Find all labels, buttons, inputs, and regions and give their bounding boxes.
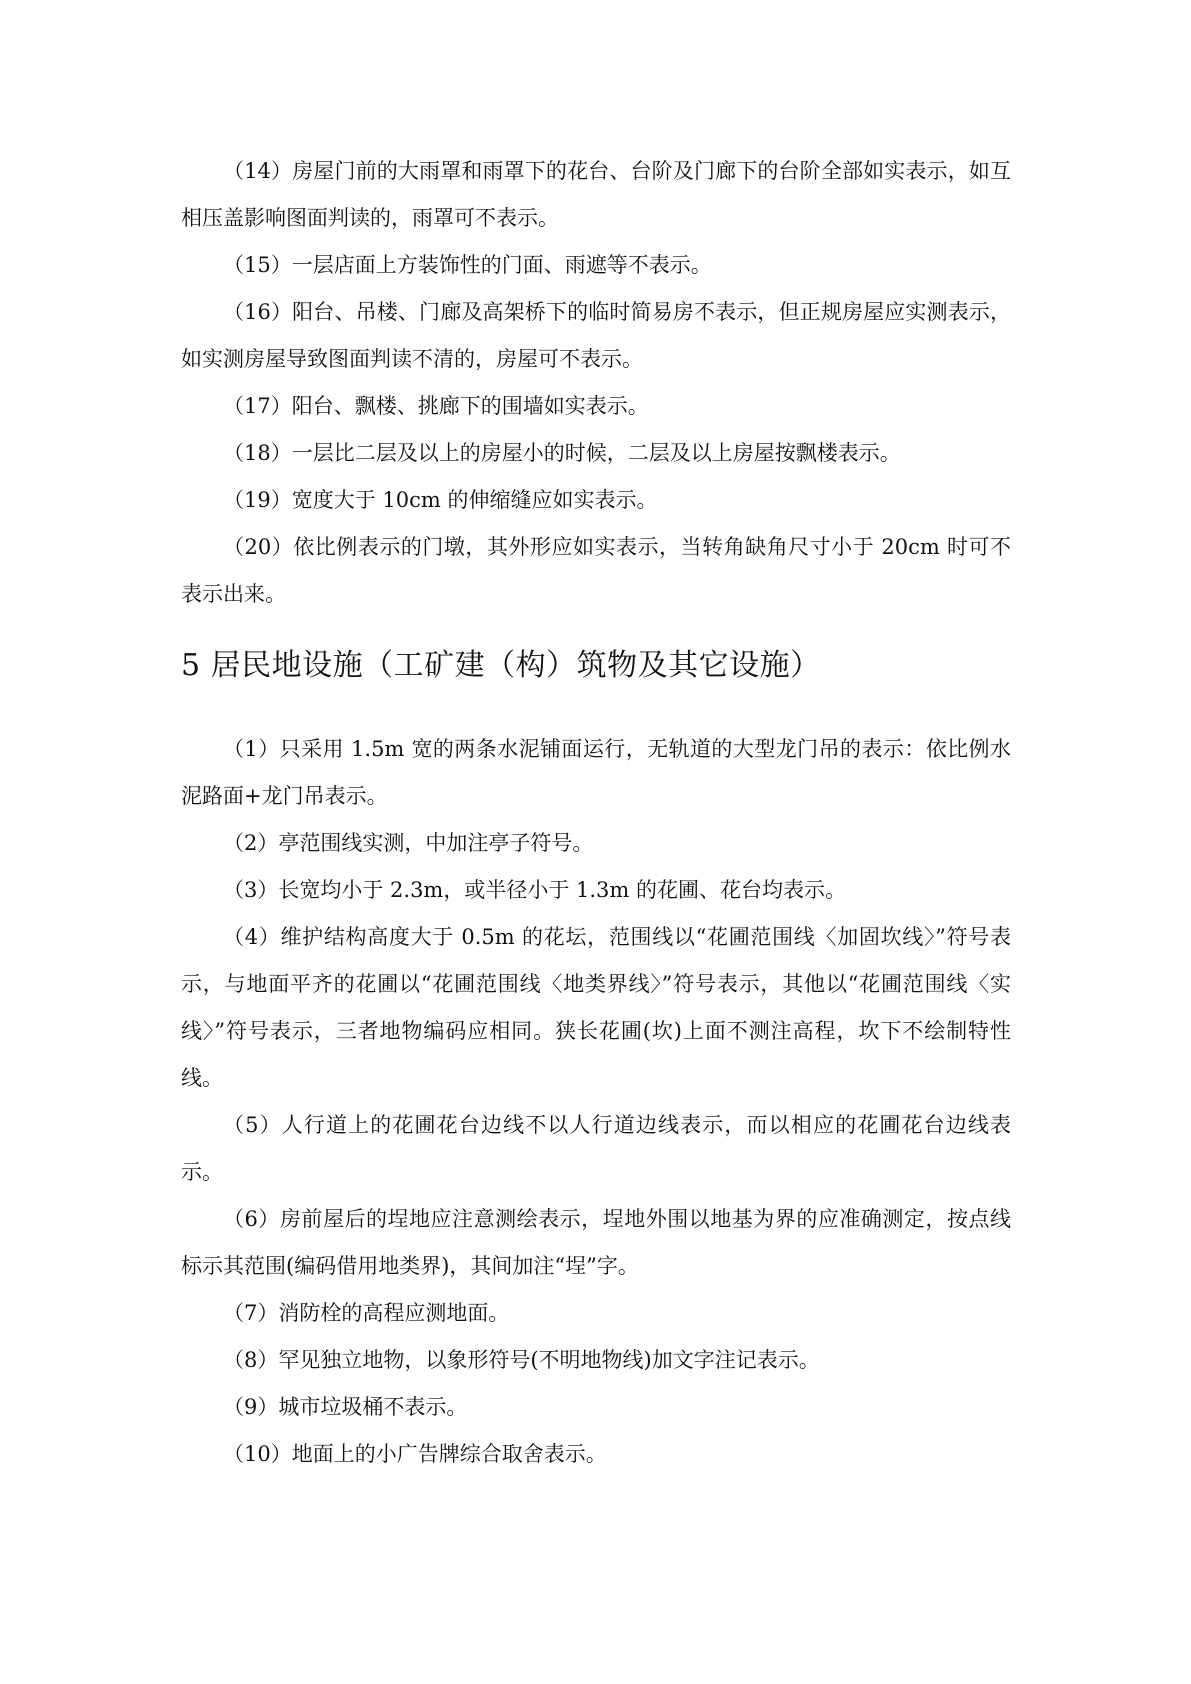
paragraph-item-3: （3）长宽均小于 2.3m，或半径小于 1.3m 的花圃、花台均表示。: [223, 878, 847, 902]
paragraph-item-14: （14）房屋门前的大雨罩和雨罩下的花台、台阶及门廊下的台阶全部如实表示，如互相压盖影响图面判读的，雨罩可不表示。: [181, 159, 1011, 230]
paragraph-item-15: （15）一层店面上方装饰性的门面、雨遮等不表示。: [223, 253, 712, 277]
paragraph-item-6: （6）房前屋后的埕地应注意测绘表示，埕地外围以地基为界的应准确测定，按点线标示其范围(编码借用地类界)，其间加注“埕”字。: [181, 1207, 1011, 1278]
paragraph-item-2: （2）亭范围线实测，中加注亭子符号。: [223, 831, 594, 855]
paragraph-item-17: （17）阳台、飘楼、挑廊下的围墙如实表示。: [223, 394, 649, 418]
section-heading: 5 居民地设施（工矿建（构）筑物及其它设施）: [181, 648, 821, 683]
paragraph-item-7: （7）消防栓的高程应测地面。: [223, 1301, 510, 1325]
paragraph-item-9: （9）城市垃圾桶不表示。: [223, 1395, 468, 1419]
paragraph-item-4: （4）维护结构高度大于 0.5m 的花坛，范围线以“花圃范围线〈加固坎线〉”符号表示，与地面平齐的花圃以“花圃范围线〈地类界线〉”符号表示，其他以“花圃范围线〈实线〉”符号表示，三者地物编码应相同。狭长花圃(坎)上面不测注高程，坎下不绘制特性线。: [181, 925, 1011, 1090]
paragraph-item-1: （1）只采用 1.5m 宽的两条水泥铺面运行，无轨道的大型龙门吊的表示：依比例水泥路面+龙门吊表示。: [181, 737, 1011, 808]
paragraph-item-20: （20）依比例表示的门墩，其外形应如实表示，当转角缺角尺寸小于 20cm 时可不表示出来。: [181, 535, 1011, 606]
paragraph-item-10: （10）地面上的小广告牌综合取舍表示。: [223, 1442, 607, 1466]
paragraph-item-19: （19）宽度大于 10cm 的伸缩缝应如实表示。: [223, 488, 658, 512]
paragraph-item-8: （8）罕见独立地物，以象形符号(不明地物线)加文字注记表示。: [223, 1348, 820, 1372]
paragraph-item-18: （18）一层比二层及以上的房屋小的时候，二层及以上房屋按飘楼表示。: [223, 441, 901, 465]
document-body: [181, 148, 1011, 1478]
paragraph-item-16: （16）阳台、吊楼、门廊及高架桥下的临时简易房不表示，但正规房屋应实测表示，如实测房屋导致图面判读不清的，房屋可不表示。: [181, 300, 1011, 371]
paragraph-item-5: （5）人行道上的花圃花台边线不以人行道边线表示，而以相应的花圃花台边线表示。: [181, 1113, 1011, 1184]
